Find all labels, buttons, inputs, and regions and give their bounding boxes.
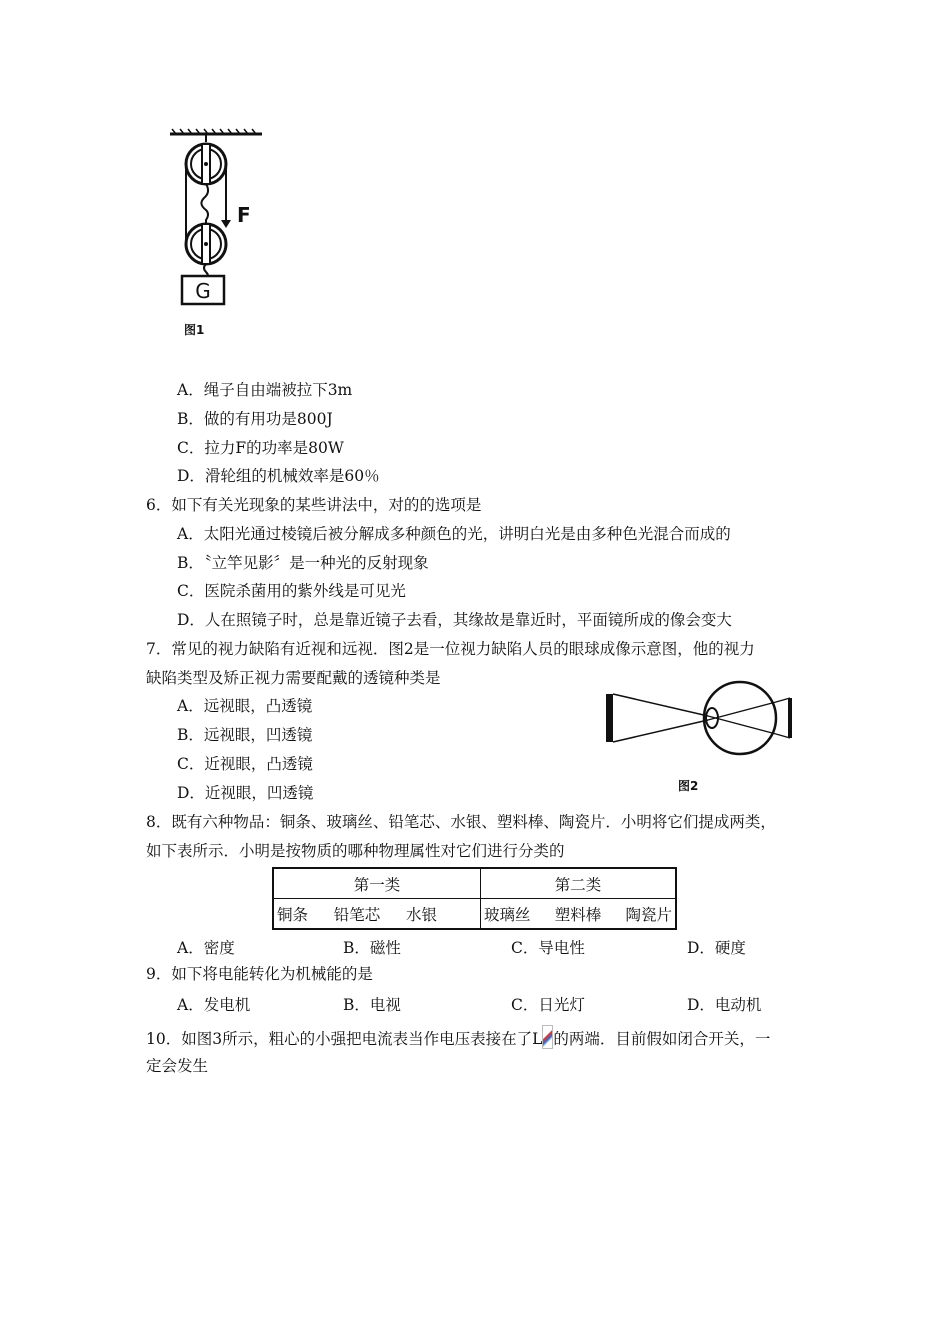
q10-stem-part2: 的两端．目前假如闭合开关，一 xyxy=(553,1030,771,1048)
table-item: 铅笔芯 xyxy=(333,905,381,924)
q7-stem-line2: 缺陷类型及矫正视力需要配戴的透镜种类是 xyxy=(146,669,441,687)
q6-stem: 6．如下有关光现象的某些讲法中，对的的选项是 xyxy=(146,496,482,514)
force-label: F xyxy=(237,203,251,227)
q10-stem-line2: 定会发生 xyxy=(146,1057,209,1075)
pulley-figure xyxy=(140,122,270,352)
q6-option-a: A．太阳光通过棱镜后被分解成多种颜色的光，讲明白光是由多种色光混合而成的 xyxy=(177,525,731,543)
q8-stem-line2: 如下表所示．小明是按物质的哪种物理属性对它们进行分类的 xyxy=(146,842,565,860)
q7-stem-line1: 7．常见的视力缺陷有近视和远视．图2是一位视力缺陷人员的眼球成像示意图，他的视力 xyxy=(146,640,755,658)
fixed-pulley xyxy=(186,134,226,184)
broken-subscript-image xyxy=(542,1025,553,1049)
q9-option-c: C．日光灯 xyxy=(511,996,585,1014)
q8-option-c: C．导电性 xyxy=(511,939,585,957)
eyeball xyxy=(704,682,776,754)
q7-option-b: B．远视眼，凹透镜 xyxy=(177,726,313,744)
q9-stem: 9．如下将电能转化为机械能的是 xyxy=(146,965,373,983)
classification-table xyxy=(272,867,677,930)
weight-label: G xyxy=(195,279,211,303)
q8-option-b: B．磁性 xyxy=(343,939,401,957)
q5-option-c: C．拉力F的功率是80W xyxy=(177,439,344,457)
q10-stem-line1 xyxy=(146,1025,770,1049)
image-behind-retina xyxy=(776,698,792,738)
q8-option-d: D．硬度 xyxy=(687,939,746,957)
q6-option-c: C．医院杀菌用的紫外线是可见光 xyxy=(177,582,406,600)
q9-option-d: D．电动机 xyxy=(687,996,762,1014)
weight-block xyxy=(182,276,224,304)
q5-option-a: A．绳子自由端被拉下3m xyxy=(177,381,353,399)
q8-stem-line1: 8．既有六种物品：铜条、玻璃丝、铅笔芯、水银、塑料棒、陶瓷片．小明将它们提成两类， xyxy=(146,813,776,831)
table-cell-group1 xyxy=(273,899,480,930)
figure-2-caption: 图2 xyxy=(678,779,699,793)
table-item: 塑料棒 xyxy=(554,905,602,924)
q6-option-b: B．〝立竿见影〞是一种光的反射现象 xyxy=(177,554,429,572)
q9-option-b: B．电视 xyxy=(343,996,401,1014)
table-header-group1: 第一类 xyxy=(273,868,480,899)
ceiling-hatching xyxy=(170,129,262,134)
table-item: 水银 xyxy=(405,905,437,924)
q9-option-a: A．发电机 xyxy=(177,996,251,1014)
q5-option-d: D．滑轮组的机械效率是60％ xyxy=(177,467,380,485)
q5-option-b: B．做的有用功是800J xyxy=(177,410,333,428)
movable-pulley xyxy=(186,224,226,264)
table-item: 玻璃丝 xyxy=(483,905,531,924)
q10-stem-part1: 10．如图3所示，粗心的小强把电流表当作电压表接在了L xyxy=(146,1030,543,1048)
q6-option-d: D．人在照镜子时，总是靠近镜子去看，其缘故是靠近时，平面镜所成的像会变大 xyxy=(177,611,732,629)
figure-1-caption: 图1 xyxy=(184,323,205,337)
q7-option-c: C．近视眼，凸透镜 xyxy=(177,755,313,773)
table-item: 铜条 xyxy=(277,905,309,924)
q7-option-d: D．近视眼，凹透镜 xyxy=(177,784,314,802)
table-item: 陶瓷片 xyxy=(625,905,672,924)
eye-diagram xyxy=(600,680,800,800)
object-cylinder xyxy=(606,694,708,742)
table-cell-group2 xyxy=(480,899,676,930)
q7-option-a: A．远视眼，凸透镜 xyxy=(177,697,313,715)
table-header-group2: 第二类 xyxy=(480,868,676,899)
q8-option-a: A．密度 xyxy=(177,939,235,957)
